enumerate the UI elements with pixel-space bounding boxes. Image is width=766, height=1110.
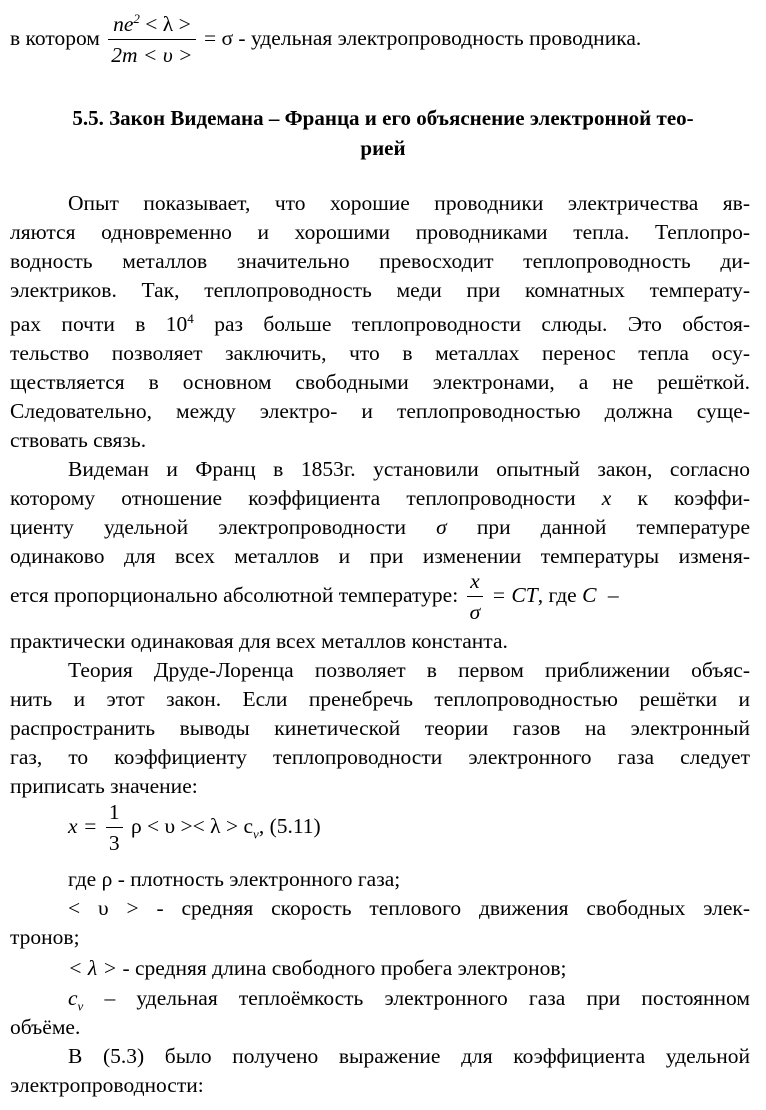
def-velocity-cont: тронов; (10, 925, 80, 949)
para1-line: Следовательно, между электро- и теплопроводностью должна суще- (10, 399, 750, 423)
one-third-fraction: $\frac{1}{3}$ (106, 800, 123, 857)
para1-line: рах почти в $10^4$ раз больше теплопроводности слюды. Это обстоя- (10, 310, 751, 336)
def-lambda: < λ > - средняя длина свободного пробега электронов; (68, 956, 567, 980)
para3-line: Теория Друде-Лоренца позволяет в первом приближении объяс- (68, 658, 750, 682)
def-heat-capacity-cont: объёме. (10, 1015, 81, 1039)
para2-line: которому отношение коэффициента теплопроводности x к коэффи- (10, 486, 750, 510)
para3-line: нить и этот закон. Если пренебречь теплопроводностью решётки и (10, 687, 750, 711)
x-over-sigma-fraction: $\frac{x}{\sigma}$ (467, 569, 484, 626)
fraction-denominator: 2m < υ > (111, 42, 193, 67)
para1-line: Опыт показывает, что хорошие проводники электричества яв- (68, 191, 750, 215)
para2-line: практически одинаковая для всех металлов константа. (10, 629, 508, 653)
para2-line: одинаково для всех металлов и при изменении температуры изменя- (10, 544, 750, 568)
def-rho: где ρ - плотность электронного газа; (68, 867, 401, 891)
def-velocity: < υ > - средняя скорость теплового движения свободных элек- (68, 896, 750, 920)
para3-line: распространить выводы кинетической теории газов на электронный (10, 716, 750, 740)
wiedemann-franz-formula-line: ется пропорционально абсолютной температуре: $\frac{x}{\sigma}$ = CT, где C – (10, 569, 619, 624)
formula-suffix: - удельная электропроводность проводника. (238, 26, 642, 51)
section-heading-line1: 5.5. Закон Видемана – Франца и его объяснение электронной тео- (72, 106, 694, 130)
para4-line: электропроводности: (10, 1073, 204, 1097)
para1-line: ляются одновременно и хорошими проводниками тепла. Теплопро- (10, 220, 750, 244)
para1-line: тельство позволяет заключить, что в металлах перенос тепла осу- (10, 341, 750, 365)
para4-line: В (5.3) было получено выражение для коэффициента удельной (68, 1044, 750, 1068)
para3-line: газ, то коэффициенту теплопроводности электронного газа следует (10, 745, 750, 769)
para1-line: водность металлов значительно превосходит теплопроводность ди- (10, 249, 750, 273)
para2-line: Видеман и Франц в 1853г. установили опытный закон, согласно (68, 457, 750, 481)
section-heading-line2: рией (360, 136, 406, 160)
para2-line: циенту удельной электропроводности σ при данной температуре (10, 515, 751, 539)
para1-line: ствовать связь. (10, 428, 147, 452)
fraction-numerator: $ne^2 < \lambda$ > (108, 12, 195, 40)
para3-line: приписать значение: (10, 774, 198, 798)
para1-line: ществляется в основном свободными электронами, а не решёткой. (10, 370, 750, 394)
def-heat-capacity: $c_v$ – удельная теплоёмкость электронного газа при постоянном (68, 986, 750, 1014)
formula-5-11: x = $\frac{1}{3}$ $\rho < \upsilon >< \lambda > c_v$, (5.11) (68, 800, 321, 855)
formula-prefix: в котором (10, 26, 100, 51)
formula-sigma-line (10, 12, 750, 69)
para1-line: электриков. Так, теплопроводность меди при комнатных температу- (10, 278, 750, 302)
sigma-fraction (108, 12, 195, 69)
formula-rhs: = σ (203, 26, 234, 51)
